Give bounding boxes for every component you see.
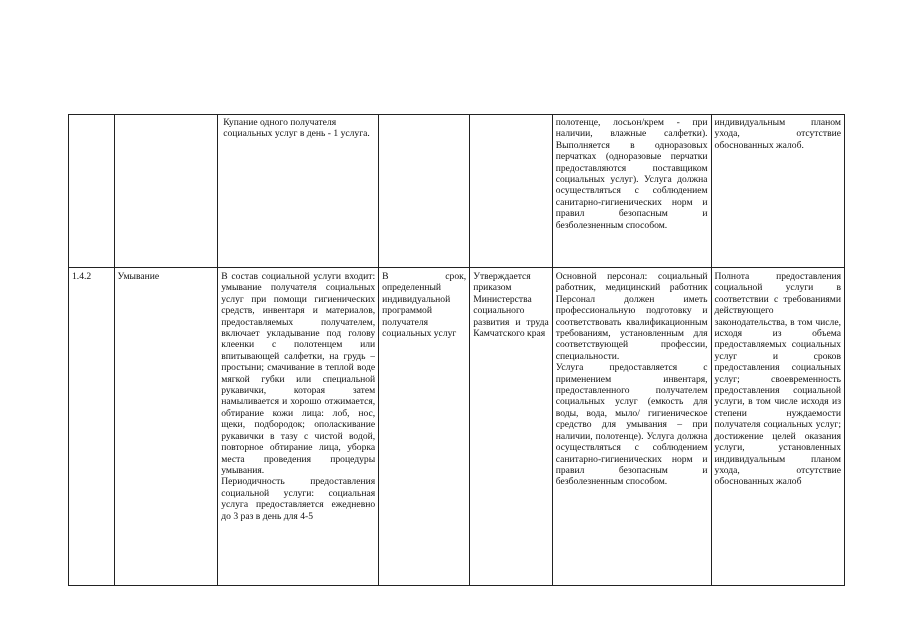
table-row xyxy=(69,268,845,586)
service-term-cell xyxy=(379,115,470,268)
service-conditions-cell xyxy=(552,115,711,268)
service-conditions-text: Основной персонал: социальный работник, медицинский работник Персонал должен иметь профессиональную подготовку и соответствовать квалификационным требованиям, установленным для соответствующей профессии, специальности. Услуга предоставляется с применением инвентаря, предоставленного получателем социальных услуг (емкость для воды, вода, мыло/ гигиеническое средство для умывания – при наличии, полотенце). Услуга должна осуществляться с соблюдением санитарно-гигиенических норм и правил безопасным и безболезненным способом. xyxy=(555,271,708,488)
service-approval-cell xyxy=(470,268,553,586)
service-conditions-text: полотенце, лосьон/крем - при наличии, влажные салфетки). Выполняется в одноразовых перчатках (одноразовые перчатки предоставляются поставщиком социальных услуг). Услуга должна осуществляться с соблюдением санитарно-гигиенических норм и правил безопасным и безболезненным способом. xyxy=(555,117,708,231)
row-number-cell xyxy=(69,115,115,268)
table-row xyxy=(69,115,845,268)
service-name-cell xyxy=(114,115,218,268)
service-content-text: В состав социальной услуги входит: умывание получателя социальных услуг при помощи гигиенических средств, инвентаря и материалов, предоставляемых получателем, включает укладывание под голову клеенки с полотенцем или впитывающей салфетки, на грудь – простыни; смачивание в теплой воде мягкой губки или специальной рукавички, которая затем намыливается и хорошо отжимается, обтирание кожи лица: лоб, нос, щеки, подбородок; ополаскивание рукавички в тазу с чистой водой, повторное обтирание лица, уборка места проведения процедуры умывания. Периодичность предоставления социальной услуги: социальная услуга предоставляется ежедневно до 3 раз в день для 4-5 xyxy=(221,271,376,522)
service-content-cell xyxy=(218,268,379,586)
service-term-text: В срок, определенный индивидуальной программой получателя социальных услуг xyxy=(382,271,467,340)
service-indicators-text: индивидуальным планом ухода, отсутствие обоснованных жалоб. xyxy=(714,117,841,151)
service-content-text: Купание одного получателя социальных услуг в день - 1 услуга. xyxy=(223,117,370,140)
service-name-cell: Умывание xyxy=(114,268,218,586)
service-indicators-cell xyxy=(711,115,844,268)
row-number-cell: 1.4.2 xyxy=(69,268,115,586)
service-content-cell xyxy=(218,115,379,268)
services-table xyxy=(68,114,845,586)
service-approval-text: Утверждается приказом Министерства социального развития и труда Камчатского края xyxy=(473,271,549,340)
service-approval-cell xyxy=(470,115,553,268)
service-term-cell xyxy=(379,268,470,586)
service-indicators-cell xyxy=(711,268,844,586)
service-indicators-text: Полнота предоставления социальной услуги в соответствии с требованиями действующего законодательства, в том числе, исходя из объема предоставляемых социальных услуг и сроков предоставления социальных услуг; своевременность предоставления социальной услуги, в том числе исходя из степени нуждаемости получателя социальных услуг; достижение целей оказания услуги, установленных индивидуальным планом ухода, отсутствие обоснованных жалоб xyxy=(714,271,841,488)
service-conditions-cell xyxy=(552,268,711,586)
